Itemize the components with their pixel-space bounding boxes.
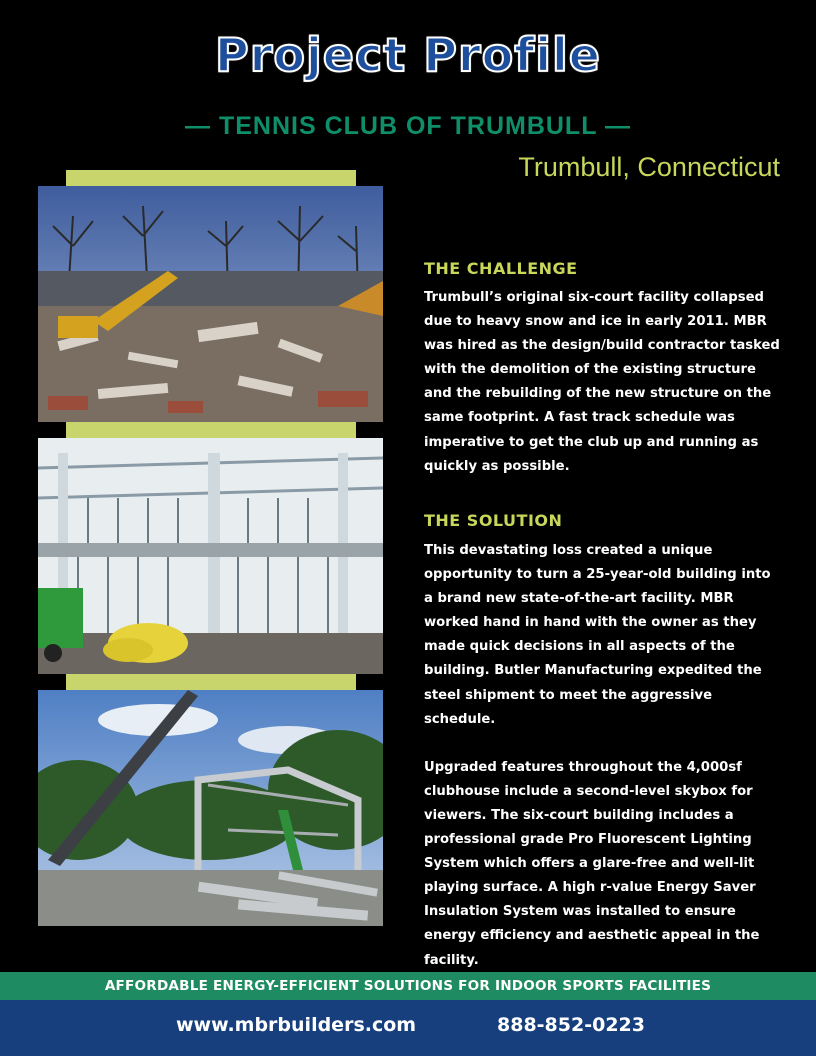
photo-steel-frame — [38, 690, 383, 926]
project-location: Trumbull, Connecticut — [518, 152, 780, 182]
solution-paragraph-1: This devastating loss created a unique opportunity to turn a 25-year-old building into a brand new state-of-the-art facility. MBR worked hand in hand with the owner as they made quick decisions in all aspects of the building. Butler Manufacturing expedited the steel shipment to meet the aggressive schedule. — [424, 543, 771, 727]
page-title: Project Profile — [215, 28, 601, 82]
photo-demolition — [38, 186, 383, 422]
solution-paragraph-2: Upgraded features throughout the 4,000sf clubhouse include a second-level skybox for viewers. The six-court building includes a professional grade Pro Fluorescent Lighting System which offers a glare-free and well-lit playing surface. A high r-value Energy Saver Insulation System was installed to ensure energy efficiency and aesthetic appeal in the facility. — [424, 759, 760, 968]
photo-band-3 — [66, 674, 356, 690]
project-name: — TENNIS CLUB OF TRUMBULL — — [185, 112, 631, 140]
challenge-paragraph: Trumbull’s original six-court facility collapsed due to heavy snow and ice in early 2011. MBR was hired as the design/build contractor tasked with the demolition of the existing structure and the rebuilding of the new structure on the same footprint. A fast track schedule was imperative to get the club up and running as quickly as possible. — [424, 290, 780, 474]
photo-construction-interior — [38, 438, 383, 674]
website-link[interactable]: www.mbrbuilders.com — [176, 1014, 417, 1036]
tagline-banner: AFFORDABLE ENERGY-EFFICIENT SOLUTIONS FOR INDOOR SPORTS FACILITIES — [0, 972, 816, 1000]
solution-heading: THE SOLUTION — [424, 511, 563, 530]
photo-band-2 — [66, 422, 356, 438]
photo-band-1 — [66, 170, 356, 186]
challenge-heading: THE CHALLENGE — [424, 259, 578, 278]
challenge-text — [424, 286, 784, 479]
phone-number: 888-852-0223 — [497, 1014, 645, 1036]
footer-bar — [0, 1000, 816, 1056]
solution-text — [424, 539, 784, 973]
